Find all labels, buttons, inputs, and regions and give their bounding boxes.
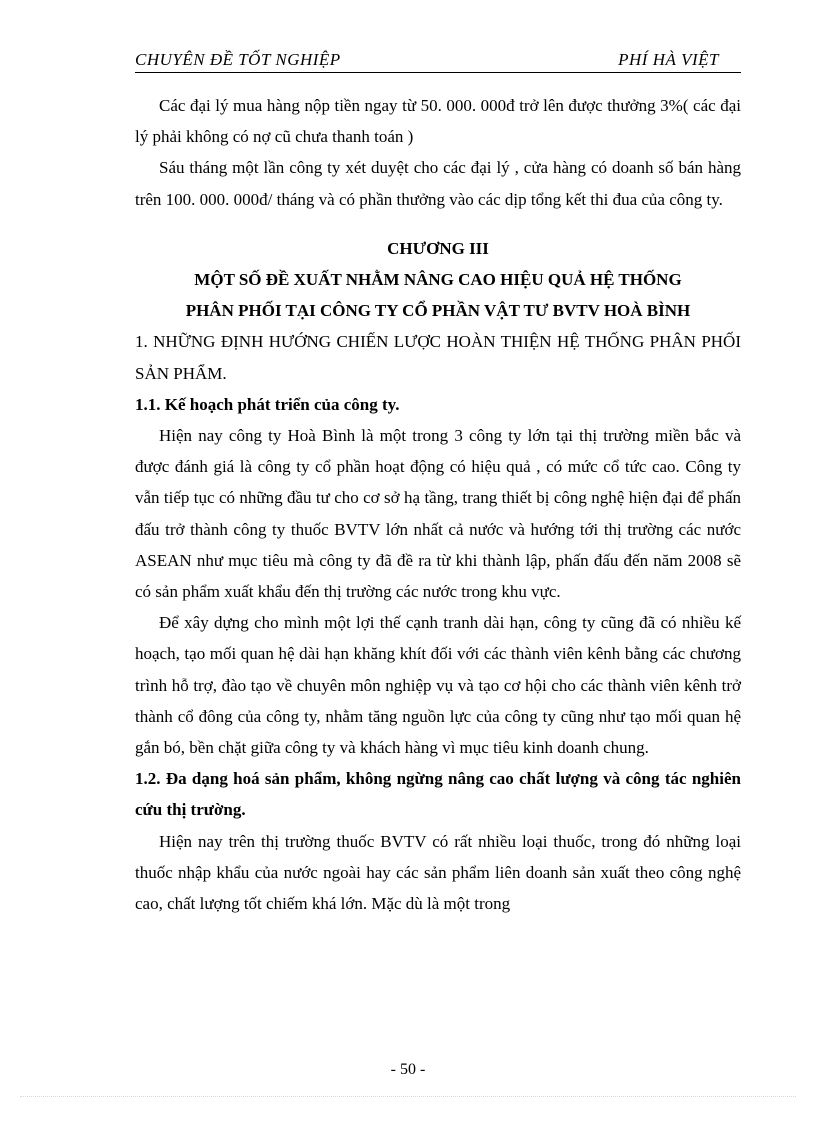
chapter-title-line-1: MỘT SỐ ĐỀ XUẤT NHẰM NÂNG CAO HIỆU QUẢ HỆ THỐNG — [194, 270, 682, 290]
chapter-title-line-2: PHÂN PHỐI TẠI CÔNG TY CỔ PHẦN VẬT TƯ BVTV HOÀ BÌNH — [185, 301, 691, 321]
subsection-heading-1-2: 1.2. Đa dạng hoá sản phẩm, không ngừng nâng cao chất lượng và công tác nghiên cứu thị trường. — [135, 769, 741, 820]
page-bottom-divider — [20, 1096, 796, 1097]
paragraph-competitive-advantage: Để xây dựng cho mình một lợi thế cạnh tranh dài hạn, công ty cũng đã có nhiều kế hoạch, tạo mối quan hệ dài hạn khăng khít đối với các thành viên kênh bằng các chương trình hỗ trợ, đào tạo về chuyên môn nghiệp vụ và tạo cơ hội cho các thành viên kênh trở thành cổ đông của công ty, nhằm tăng nguồn lực của công ty cũng như tạo mối quan hệ gắn bó, bền chặt giữa công ty và khách hàng vì mục tiêu kinh doanh chung. — [135, 613, 741, 758]
paragraph-semiannual-review: Sáu tháng một lần công ty xét duyệt cho các đại lý , cửa hàng có doanh số bán hàng trên 100. 000. 000đ/ tháng và có phần thưởng vào các dịp tổng kết thi đua của công ty. — [135, 158, 741, 209]
subsection-heading-1-1: 1.1. Kế hoạch phát triển của công ty. — [135, 394, 400, 414]
page-content — [135, 90, 741, 919]
header-title: CHUYÊN ĐỀ TỐT NGHIỆP — [135, 50, 341, 69]
header-author: PHÍ HÀ VIỆT — [618, 50, 719, 69]
page-header — [135, 48, 741, 73]
chapter-heading: CHƯƠNG III — [387, 238, 489, 258]
paragraph-development-plan: Hiện nay công ty Hoà Bình là một trong 3 công ty lớn tại thị trường miền bắc và được đánh giá là công ty cổ phần hoạt động có hiệu quả , có mức cổ tức cao. Công ty vẫn tiếp tục có những đầu tư cho cơ sở hạ tầng, trang thiết bị công nghệ hiện đại để phấn đấu trở thành công ty thuốc BVTV lớn nhất cả nước và hướng tới thị trường các nước ASEAN như mục tiêu mà công ty đã đề ra từ khi thành lập, phấn đấu đến năm 2008 sẽ có sản phẩm xuất khẩu đến thị trường các nước trong khu vực. — [135, 426, 741, 602]
page-number: - 50 - — [390, 1061, 426, 1078]
paragraph-dealer-reward: Các đại lý mua hàng nộp tiền ngay từ 50. 000. 000đ trở lên được thưởng 3%( các đại lý phải không có nợ cũ chưa thanh toán ) — [135, 96, 741, 147]
section-heading-1: 1. NHỮNG ĐỊNH HƯỚNG CHIẾN LƯỢC HOÀN THIỆN HỆ THỐNG PHÂN PHỐI SẢN PHẨM. — [135, 332, 741, 383]
paragraph-market-products: Hiện nay trên thị trường thuốc BVTV có rất nhiều loại thuốc, trong đó những loại thuốc nhập khẩu của nước ngoài hay các sản phẩm liên doanh sản xuất theo công nghệ cao, chất lượng tốt chiếm khá lớn. Mặc dù là một trong — [135, 831, 741, 914]
